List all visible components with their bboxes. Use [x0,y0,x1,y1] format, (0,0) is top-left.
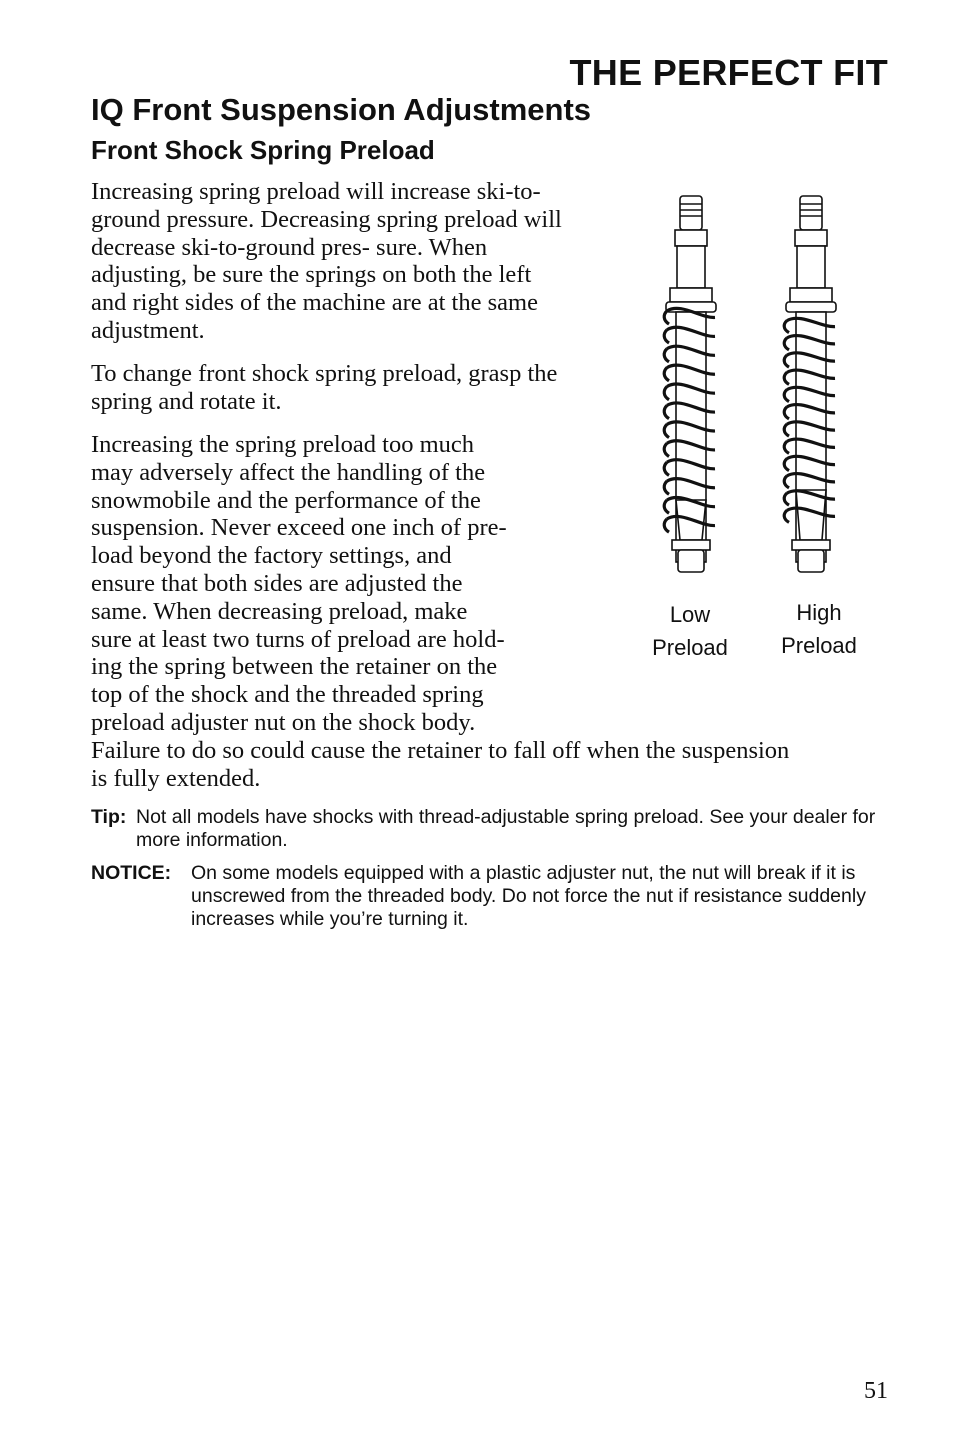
high-preload-label [764,596,874,662]
shock-illustration [640,190,900,590]
paragraph-line: Increasing the spring preload too much [91,431,475,458]
low-label-line2: Preload [652,635,728,660]
paragraph-line: load beyond the factory settings, and [91,542,452,570]
low-preload-label [635,598,745,664]
paragraph-line: sure at least two turns of preload are hold- [91,625,505,653]
shock-preload-figure [640,190,900,670]
paragraph-line: Failure to do so could cause the retainer to fall off when the suspension [91,736,790,764]
paragraph-line: ing the spring between the retainer on the [91,653,498,681]
high-label-line1: High [796,600,842,625]
notice-text: On some models equipped with a plastic adjuster nut, the nut will break if it is unscrewed from the threaded body. Do not force the nut if resistance suddenly increases while you’re turning it. [191,862,866,930]
page-number: 51 [864,1378,888,1404]
paragraph-line: same. When decreasing preload, make [91,597,468,625]
subsection-title: Front Shock Spring Preload [91,135,435,165]
paragraph-line: is fully extended. [91,764,261,792]
paragraph-line: top of the shock and the threaded spring [91,681,484,709]
high-label-line2: Preload [781,633,857,658]
notice-note [91,862,891,931]
tip-label: Tip: [91,806,127,828]
section-title: IQ Front Suspension Adjustments [91,92,592,127]
paragraph-line: preload adjuster nut on the shock body. [91,708,476,736]
paragraph-line: snowmobile and the performance of the [91,486,481,514]
paragraph-line: may adversely affect the handling of the [91,458,486,486]
tip-note [91,806,891,852]
tip-text: Not all models have shocks with thread-adjustable spring preload. See your dealer for more information. [136,806,876,851]
body-paragraph-how-to-change: To change front shock spring preload, grasp the spring and rotate it. [91,360,558,415]
paragraph-line: ensure that both sides are adjusted the [91,569,463,597]
notice-label: NOTICE: [91,862,172,884]
body-paragraph-preload-effect: Increasing spring preload will increase ski-to-ground pressure. Decreasing spring preload will decrease ski-to-ground pres- sure. When adjusting, be sure the springs on both the left and right sides of the machine are at the same adjustment. [91,178,562,344]
low-label-line1: Low [669,602,711,627]
running-head: THE PERFECT FIT [569,52,888,93]
paragraph-line: suspension. Never exceed one inch of pre- [91,514,507,542]
